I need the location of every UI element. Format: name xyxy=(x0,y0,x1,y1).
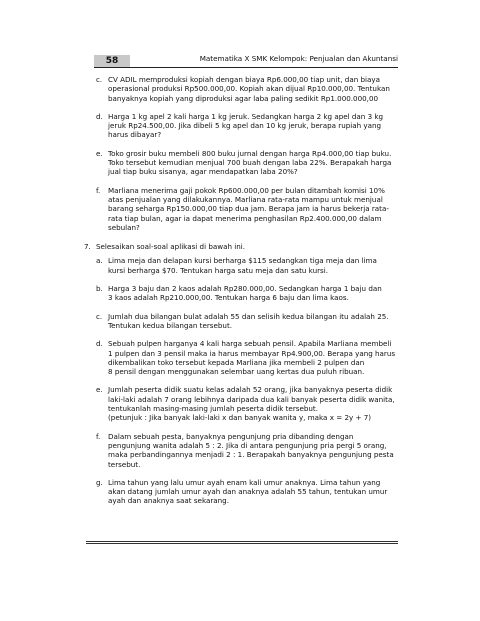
section-7-heading xyxy=(84,242,402,251)
item-label: f. xyxy=(96,185,101,195)
item-label: g. xyxy=(96,477,103,487)
item-line: jual tiap buku sisanya, agar mendapatkan laba 20%? xyxy=(108,167,298,177)
item-line: laki-laki adalah 7 orang lebihnya daripada dua kali banyak peserta didik wanita, xyxy=(108,394,395,404)
item-line: Marliana menerima gaji pokok Rp600.000,00 per bulan ditambah komisi 10% xyxy=(108,185,385,195)
item-line: pengunjung wanita adalah 5 : 2. Jika di antara pengunjung pria pergi 5 orang, xyxy=(108,440,387,450)
item-label: a. xyxy=(96,256,103,266)
running-title: Matematika X SMK Kelompok: Penjualan dan Akuntansi xyxy=(199,54,398,63)
exercise-6f xyxy=(84,186,402,232)
item-label: d. xyxy=(96,111,103,121)
item-line: barang seharga Rp150.000,00 tiap dua jam. Berapa jam ia harus bekerja rata- xyxy=(108,204,389,214)
item-line: tentukanlah masing-masing jumlah peserta didik tersebut. xyxy=(108,404,318,414)
item-line: akan datang jumlah umur ayah dan anaknya adalah 55 tahun, tentukan umur xyxy=(108,487,388,497)
item-line: Lima tahun yang lalu umur ayah enam kali umur anaknya. Lima tahun yang xyxy=(108,477,381,487)
item-label: e. xyxy=(96,148,103,158)
exercise-7c xyxy=(84,312,402,331)
item-line: 8 pensil dengan menggunakan selembar uang kertas dua puluh ribuan. xyxy=(108,367,365,377)
item-line: Lima meja dan delapan kursi berharga $115 sedangkan tiga meja dan lima xyxy=(108,256,377,266)
item-line: tersebut. xyxy=(108,459,141,469)
item-label: f. xyxy=(96,431,101,441)
exercise-7f xyxy=(84,432,402,469)
exercise-6d xyxy=(84,112,402,140)
header-rule xyxy=(94,67,398,68)
item-line: atas penjualan yang dilakukannya. Marliana rata-rata mampu untuk menjual xyxy=(108,194,383,204)
item-line: Tentukan kedua bilangan tersebut. xyxy=(108,320,233,330)
exercise-7a xyxy=(84,256,402,275)
page-number: 58 xyxy=(94,55,130,67)
item-label: e. xyxy=(96,385,103,395)
exercise-6c xyxy=(84,75,402,103)
footer-rule xyxy=(86,541,398,544)
item-line: harus dibayar? xyxy=(108,130,162,140)
exercise-7d xyxy=(84,339,402,376)
section-title: Selesaikan soal-soal aplikasi di bawah ini. xyxy=(96,242,246,252)
item-line: operasional produksi Rp500.000,00. Kopiah akan dijual Rp10.000,00. Tentukan xyxy=(108,84,390,94)
item-line: 3 kaos adalah Rp210.000,00. Tentukan harga 6 baju dan lima kaos. xyxy=(108,293,349,303)
item-line: maka perbandingannya menjadi 2 : 1. Berapakah banyaknya pengunjung pesta xyxy=(108,450,394,460)
item-line: sebulan? xyxy=(108,222,140,232)
item-line: kursi berharga $70. Tentukan harga satu meja dan satu kursi. xyxy=(108,265,329,275)
item-line: Sebuah pulpen harganya 4 kali harga sebuah pensil. Apabila Marliana membeli xyxy=(108,339,392,349)
item-line: 1 pulpen dan 3 pensil maka ia harus membayar Rp4.900,00. Berapa yang harus xyxy=(108,348,396,358)
item-line: Harga 3 baju dan 2 kaos adalah Rp280.000,00. Sedangkan harga 1 baju dan xyxy=(108,284,382,294)
item-label: d. xyxy=(96,339,103,349)
item-line: dikembalikan toko tersebut kepada Marliana jika membeli 2 pulpen dan xyxy=(108,357,365,367)
item-line: Dalam sebuah pesta, banyaknya pengunjung pria dibanding dengan xyxy=(108,431,354,441)
item-label: c. xyxy=(96,311,103,321)
item-line: Toko tersebut kemudian menjual 700 buah dengan laba 22%. Berapakah harga xyxy=(108,158,392,168)
item-line: Harga 1 kg apel 2 kali harga 1 kg jeruk. Sedangkan harga 2 kg apel dan 3 kg xyxy=(108,111,384,121)
item-line: CV ADIL memproduksi kopiah dengan biaya Rp6.000,00 tiap unit, dan biaya xyxy=(108,75,380,84)
item-line: rata tiap bulan, agar ia dapat menerima penghasilan Rp2.400.000,00 dalam xyxy=(108,213,382,223)
exercise-7e xyxy=(84,385,402,422)
item-line: jeruk Rp24.500,00. Jika dibeli 5 kg apel dan 10 kg jeruk, berapa rupiah yang xyxy=(108,121,382,131)
exercise-content xyxy=(84,75,402,506)
section-number: 7. xyxy=(84,242,91,252)
item-line: Jumlah peserta didik suatu kelas adalah 52 orang, jika banyaknya peserta didik xyxy=(108,385,393,395)
item-line: (petunjuk : Jika banyak laki-laki x dan banyak wanita y, maka x = 2y + 7) xyxy=(108,413,372,423)
item-line: Toko grosir buku membeli 800 buku jurnal dengan harga Rp4.000,00 tiap buku. xyxy=(108,148,392,158)
item-label: c. xyxy=(96,75,103,84)
item-line: Jumlah dua bilangan bulat adalah 55 dan selisih kedua bilangan itu adalah 25. xyxy=(108,311,389,321)
item-line: banyaknya kopiah yang diproduksi agar laba paling sedikit Rp1.000.000,00 xyxy=(108,93,379,103)
exercise-7b xyxy=(84,284,402,303)
exercise-6e xyxy=(84,149,402,177)
item-label: b. xyxy=(96,284,103,294)
exercise-7g xyxy=(84,478,402,506)
page-header xyxy=(94,47,398,69)
item-line: ayah dan anaknya saat sekarang. xyxy=(108,496,229,506)
